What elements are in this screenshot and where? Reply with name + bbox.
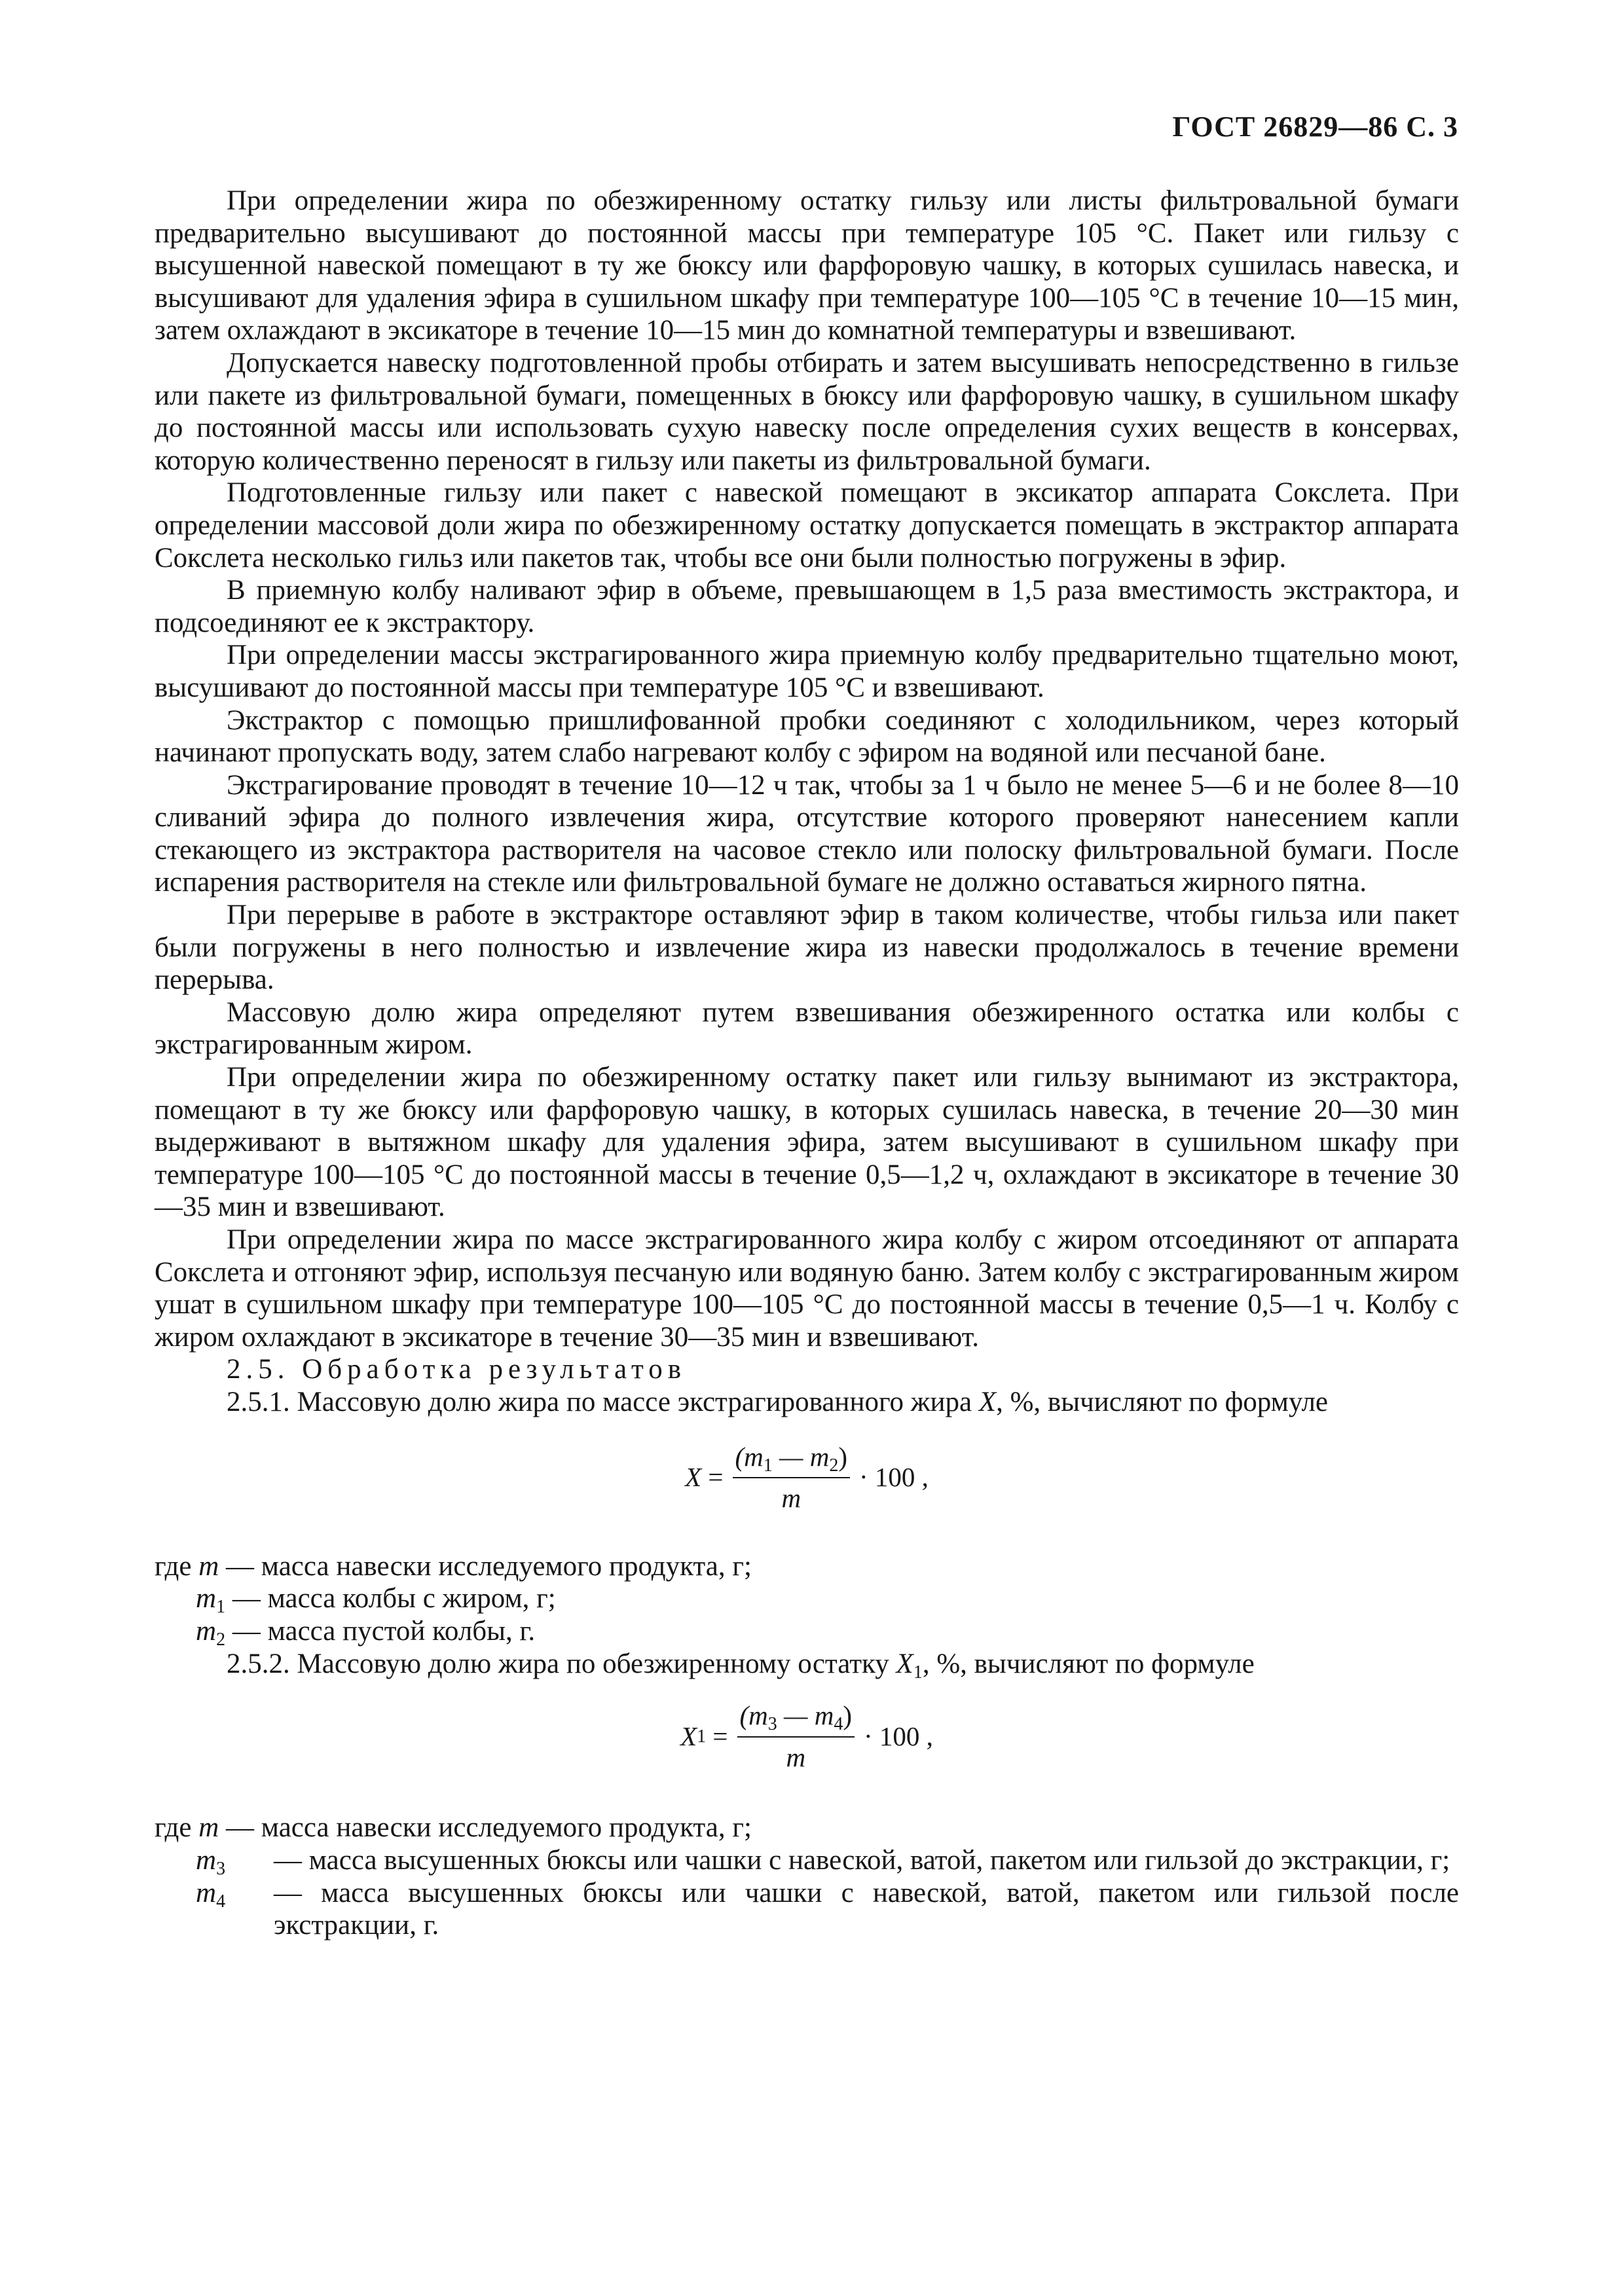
formula-1: X = $\frac{(m_1 — m_2)}{m}$ · 100 ,	[155, 1441, 1459, 1515]
paragraph: При определении жира по обезжиренному остатку пакет или гильзу вынимают из экстрактора, помещают в ту же бюксу или фарфоровую чашку, в которых сушилась навеска, в течение 20—30 мин выдерживают в вытяжном шкафу для удаления эфира, затем высушивают в сушильном шкафу при температуре 100—105 °С до постоянной массы в течение 0,5—1,2 ч, охлаждают в эксикаторе в течение 30—35 мин и взвешивают.	[155, 1062, 1459, 1223]
paragraph: Допускается навеску подготовленной пробы отбирать и затем высушивать непосредственно в гильзе или пакете из фильтровальной бумаги, помещенных в бюксу или фарфоровую чашку, в сушильном шкафу до постоянной массы или использовать сухую навеску после определения сухих веществ в консервах, которую количественно переносят в гильзу или пакеты из фильтровальной бумаги.	[155, 347, 1459, 476]
variable-definitions	[155, 1550, 1459, 1648]
formula-tail: · 100 ,	[864, 1721, 933, 1751]
fraction	[733, 1441, 851, 1515]
item-2-5-1-intro: 2.5.1. Массовую долю жира по массе экстрагированного жира X, %, вычисляют по формуле	[227, 1386, 1329, 1417]
definition: где m — масса навески исследуемого продукта, г;	[155, 1812, 752, 1844]
definition: $m_4$ — масса высушенных бюксы или чашки с навеской, ватой, пакетом или гильзой после экстракции, г.	[196, 1877, 1459, 1941]
paragraph: При перерыве в работе в экстракторе оставляют эфир в таком количестве, чтобы гильза или пакет были погружены в него полностью и извлечение жира из навески продолжалось в течение времени перерыва.	[155, 900, 1459, 996]
paragraph: Массовую долю жира определяют путем взвешивания обезжиренного остатка или колбы с экстрагированным жиром.	[155, 996, 1459, 1061]
page-header: ГОСТ 26829—86 С. 3	[1172, 111, 1458, 143]
document-body	[155, 185, 1459, 1942]
paragraph: Подготовленные гильзу или пакет с навеской помещают в эксикатор аппарата Сокслета. При определении массовой доли жира по обезжиренному остатку допускается помещать в экстрактор аппарата Сокслета несколько гильз или пакетов так, чтобы все они были полностью погружены в эфир.	[155, 477, 1459, 574]
formula-lhs: X	[685, 1462, 702, 1493]
fraction	[737, 1700, 855, 1774]
formula-lhs: X	[680, 1721, 697, 1751]
paragraph: При определении жира по массе экстрагированного жира колбу с жиром отсоединяют от аппарата Сокслета и отгоняют эфир, используя песчаную или водяную баню. Затем колбу с экстрагированным жиром ушат в сушильном шкафу при температуре 100—105 °С до постоянной массы в течение 0,5—1 ч. Колбу с жиром охлаждают в эксикаторе в течение 30—35 мин и взвешивают.	[155, 1224, 1459, 1353]
formula-tail: · 100 ,	[859, 1462, 929, 1493]
paragraph: Экстрагирование проводят в течение 10—12 ч так, чтобы за 1 ч было не менее 5—6 и не более 8—10 сливаний эфира до полного извлечения жира, отсутствие которого проверяют нанесением капли стекающего из экстрактора растворителя на часовое стекло или полоску фильтровальной бумаги. После испарения растворителя на стекле или фильтровальной бумаге не должно оставаться жирного пятна.	[155, 769, 1459, 898]
denominator: m	[781, 1483, 802, 1514]
paragraph: Экстрактор с помощью пришлифованной пробки соединяют с холодильником, через который начинают пропускать воду, затем слабо нагревают колбу с эфиром на водяной или песчаной бане.	[155, 704, 1459, 769]
paragraph: При определении жира по обезжиренному остатку гильзу или листы фильтровальной бумаги предварительно высушивают до постоянной массы при температуре 105 °С. Пакет или гильзу с высушенной навеской помещают в ту же бюксу или фарфоровую чашку, в которых сушилась навеска, и высушивают для удаления эфира в сушильном шкафу при температуре 100—105 °С в течение 10—15 мин, затем охлаждают в эксикаторе в течение 10—15 мин до комнатной температуры и взвешивают.	[155, 185, 1459, 346]
definition: где m — масса навески исследуемого продукта, г;	[155, 1550, 752, 1582]
variable-definitions	[155, 1812, 1459, 1941]
definition: $m_1$ — масса колбы с жиром, г;	[196, 1583, 556, 1618]
section-title: 2.5. Обработка результатов	[227, 1354, 686, 1385]
definition: $m_3$ — масса высушенных бюксы или чашки с навеской, ватой, пакетом или гильзой до экстракции, г;	[196, 1844, 1450, 1879]
item-2-5-2-intro: 2.5.2. Массовую долю жира по обезжиренному остатку $X_1$, %, вычисляют по формуле	[227, 1648, 1255, 1683]
denominator: m	[786, 1741, 806, 1772]
paragraph: В приемную колбу наливают эфир в объеме, превышающем в 1,5 раза вместимость экстрактора, и подсоединяют ее к экстрактору.	[155, 575, 1459, 638]
formula-2: X 1 = $\frac{(m_3 — m_4)}{m}$ · 100 ,	[155, 1700, 1459, 1774]
paragraph: При определении массы экстрагированного жира приемную колбу предварительно тщательно моют, высушивают до постоянной массы при температуре 105 °С и взвешивают.	[155, 640, 1459, 703]
numerator: ($m_1$ — $m_2$)	[733, 1441, 851, 1479]
numerator: ($m_3$ — $m_4$)	[737, 1700, 855, 1738]
definition: $m_2$ — масса пустой колбы, г.	[196, 1615, 536, 1650]
